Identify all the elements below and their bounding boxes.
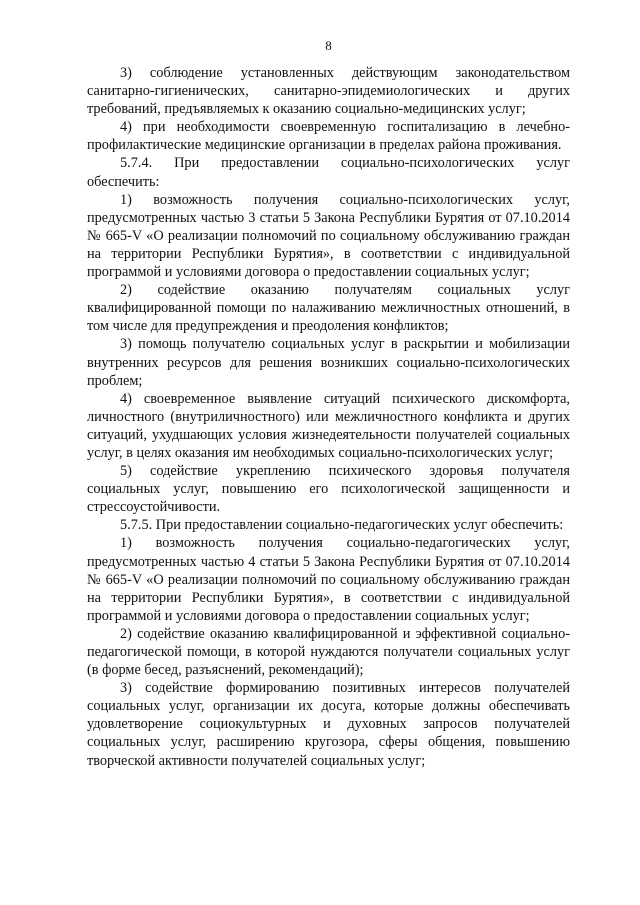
paragraph-psych-item-2: 2) содействие оказанию получателям социальных услуг квалифицированной помощи по налаживанию межличностных отношений, в том числе для предупреждения и преодоления конфликтов; <box>87 282 570 335</box>
paragraph-psych-item-4: 4) своевременное выявление ситуаций психического дискомфорта, личностного (внутриличностного) или межличностного конфликта и других ситуаций, ухудшающих условия жизнедеятельности получателей социальных услуг, в целях оказания им необходимых социально-психологических услуг; <box>87 390 570 461</box>
paragraph-ped-item-1: 1) возможность получения социально-педагогических услуг, предусмотренных частью 4 статьи 5 Закона Республики Бурятия от 07.10.2014 № 665-V «О реализации полномочий по социальному обслуживанию граждан на территории Республики Бурятия», в соответствии с индивидуальной программой и условиями договора о предоставлении социальных услуг; <box>87 535 570 624</box>
document-body <box>87 64 570 770</box>
paragraph-ped-item-3: 3) содействие формированию позитивных интересов получателей социальных услуг, организации их досуга, которые должны обеспечивать удовлетворение социокультурных и духовных запросов получателей социальных услуг, расширению кругозора, сферы общения, повышению творческой активности получателей социальных услуг; <box>87 680 570 769</box>
paragraph-item-3-sanitary: 3) соблюдение установленных действующим законодательством санитарно-гигиенических, санитарно-эпидемиологических и других требований, предъявляемых к оказанию социально-медицинских услуг; <box>87 65 570 118</box>
paragraph-psych-item-3: 3) помощь получателю социальных услуг в раскрытии и мобилизации внутренних ресурсов для решения возникших социально-психологических проблем; <box>87 336 570 389</box>
page-number: 8 <box>325 38 332 53</box>
paragraph-psych-item-5: 5) содействие укреплению психического здоровья получателя социальных услуг, повышению его психологической защищенности и стрессоустойчивости. <box>87 463 570 516</box>
paragraph-section-5-7-4: 5.7.4. При предоставлении социально-психологических услуг обеспечить: <box>87 155 570 190</box>
paragraph-ped-item-2: 2) содействие оказанию квалифицированной и эффективной социально-педагогической помощи, в которой нуждаются получатели социальных услуг (в форме бесед, разъяснений, рекомендаций); <box>87 625 570 679</box>
paragraph-psych-item-1: 1) возможность получения социально-психологических услуг, предусмотренных частью 3 статьи 5 Закона Республики Бурятия от 07.10.2014 № 665-V «О реализации полномочий по социальному обслуживанию граждан на территории Республики Бурятия», в соответствии с индивидуальной программой и условиями договора о предоставлении социальных услуг; <box>87 191 570 281</box>
paragraph-item-4-hospitalization: 4) при необходимости своевременную госпитализацию в лечебно-профилактические медицинские организации в пределах района проживания. <box>87 119 570 154</box>
paragraph-section-5-7-5: 5.7.5. При предоставлении социально-педагогических услуг обеспечить: <box>120 517 564 534</box>
